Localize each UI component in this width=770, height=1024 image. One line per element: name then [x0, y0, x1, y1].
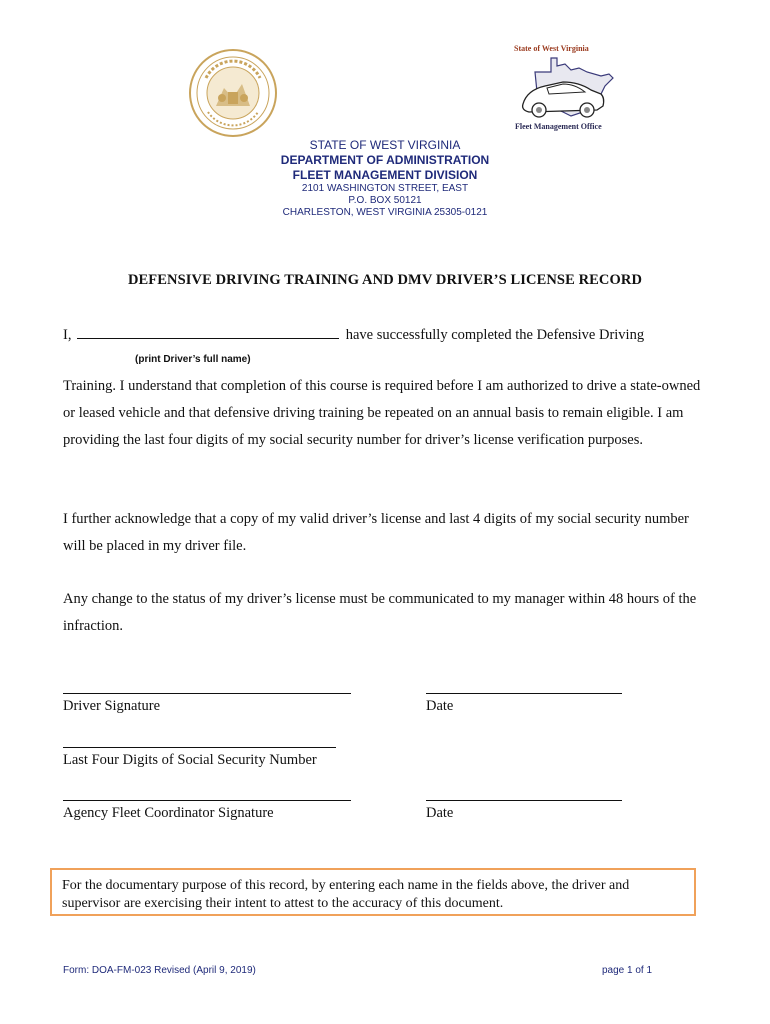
- ssn-last-four-label: Last Four Digits of Social Security Number: [63, 752, 317, 768]
- statement-prefix: I,: [63, 327, 72, 343]
- paragraph-training: Training. I understand that completion of this course is required before I am authorized to drive a state-owned or leased vehicle and that defensive driving training be repeated on an annual basis to remain eligible. I am providing the last four digits of my social security number for driver’s license verification purposes.: [63, 378, 701, 448]
- driver-name-field[interactable]: [77, 326, 339, 339]
- coordinator-date-field[interactable]: [426, 800, 622, 801]
- coordinator-date-label: Date: [426, 805, 454, 821]
- logo-title: State of West Virginia: [514, 44, 589, 53]
- paragraph-status-change: Any change to the status of my driver’s license must be communicated to my manager within 48 hours of the infraction.: [63, 591, 697, 634]
- header-street: 2101 WASHINGTON STREET, EAST: [301, 183, 469, 194]
- header-division: FLEET MANAGEMENT DIVISION: [292, 168, 478, 182]
- coordinator-signature-field[interactable]: [63, 800, 351, 801]
- statement-line: [63, 326, 644, 344]
- wv-fleet-car-icon: [505, 42, 620, 134]
- wv-state-seal-icon: [188, 48, 278, 138]
- document-title: DEFENSIVE DRIVING TRAINING AND DMV DRIVER’S LICENSE RECORD: [127, 272, 643, 288]
- header-department: DEPARTMENT OF ADMINISTRATION: [280, 153, 490, 167]
- header-po-box: P.O. BOX 50121: [348, 195, 422, 206]
- driver-name-field-label: (print Driver’s full name): [135, 354, 251, 365]
- paragraph-acknowledge: I further acknowledge that a copy of my valid driver’s license and last 4 digits of my social security number will be placed in my driver file.: [63, 511, 689, 554]
- header-city: CHARLESTON, WEST VIRGINIA 25305-0121: [282, 207, 488, 218]
- attestation-notice: For the documentary purpose of this record, by entering each name in the fields above, the driver and supervisor are exercising their intent to attest to the accuracy of this document.: [50, 868, 696, 916]
- driver-date-field[interactable]: [426, 693, 622, 694]
- driver-signature-label: Driver Signature: [63, 698, 161, 714]
- driver-date-label: Date: [426, 698, 454, 714]
- form-id: Form: DOA-FM-023 Revised (April 9, 2019): [63, 965, 256, 976]
- driver-signature-field[interactable]: [63, 693, 351, 694]
- ssn-last-four-field[interactable]: [63, 747, 336, 748]
- page-number: page 1 of 1: [602, 965, 653, 976]
- header-state: STATE OF WEST VIRGINIA: [309, 138, 461, 152]
- statement-suffix: have successfully completed the Defensive Driving: [345, 327, 645, 343]
- coordinator-signature-label: Agency Fleet Coordinator Signature: [63, 805, 274, 821]
- logo-caption: Fleet Management Office: [515, 122, 602, 131]
